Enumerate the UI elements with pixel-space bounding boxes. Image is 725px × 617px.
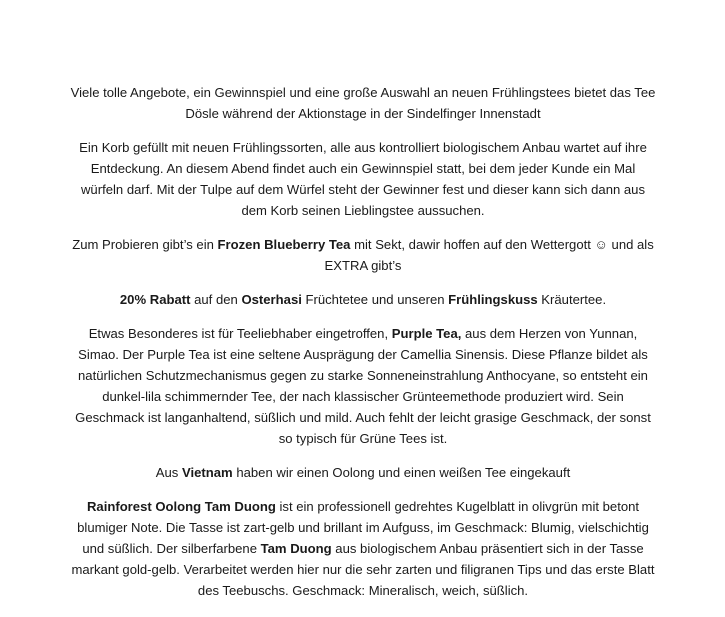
purple-tea-text-post: aus dem Herzen von Yunnan, Simao. Der Purple Tea ist eine seltene Ausprägung der Camellia Sinensis. Diese Pflanze bildet als natürlichen Schutzmechanismus gegen zu starke Sonneneinstrahlung Anthocyane, so entsteht ein dunkel-lila schimmernder Tee, der nach klassischer Grünteemethode produziert wird. Sein Geschmack ist langanhaltend, süßlich und mild. Auch fehlt der leicht grasige Geschmack, der sonst so typisch für Grüne Tees ist.: [75, 326, 651, 446]
paragraph-vietnam: [70, 462, 656, 483]
country-name-vietnam: Vietnam: [181, 465, 233, 480]
paragraph-intro: [70, 82, 656, 124]
paragraph-purple-tea: [70, 323, 656, 449]
discount-amount: 20% Rabatt: [119, 292, 191, 307]
tasting-text-pre: Zum Probieren gibt’s ein: [72, 237, 218, 252]
paragraph-tasting: [70, 234, 656, 276]
discount-text-1: auf den: [190, 292, 242, 307]
basket-text: Ein Korb gefüllt mit neuen Frühlingssorten, alle aus kontrolliert biologischem Anbau wartet auf ihre Entdeckung. An diesem Abend findet auch ein Gewinnspiel statt, bei dem jeder Kunde ein Mal würfeln darf. Mit der Tulpe auf dem Würfel steht der Gewinner fest und dieser kann sich dann aus dem Korb seinen Lieblingstee aussuchen.: [79, 140, 647, 218]
tea-name-osterhasi: Osterhasi: [241, 292, 302, 307]
paragraph-basket: [70, 137, 656, 221]
oolong-text-2: aus biologischem Anbau präsentiert sich in der Tasse markant gold-gelb. Verarbeitet werden hier nur die sehr zarten und filigranen Tips und das erste Blatt des Teebuschs. Geschmack: Mineralisch, weich, süßlich.: [71, 541, 655, 598]
oolong-text-1: ist ein professionell gedrehtes Kugelblatt in olivgrün mit betont blumiger Note. Die Tasse ist zart-gelb und brillant im Aufguss, im Geschmack: Blumig, vielschichtig und süßlich. Der silberfarbene: [77, 499, 649, 556]
tea-name-purple-tea: Purple Tea,: [391, 326, 462, 341]
discount-text-2: Früchtetee und unseren: [301, 292, 449, 307]
tea-name-frozen-blueberry: Frozen Blueberry Tea: [217, 237, 351, 252]
paragraph-discount: [70, 289, 656, 310]
tasting-text-post: mit Sekt, dawir hoffen auf den Wettergott ☺ und als EXTRA gibt’s: [324, 237, 654, 273]
paragraph-oolong: [70, 496, 656, 601]
vietnam-text-post: haben wir einen Oolong und einen weißen Tee eingekauft: [232, 465, 571, 480]
tea-name-tam-duong: Tam Duong: [260, 541, 332, 556]
intro-text: Viele tolle Angebote, ein Gewinnspiel und eine große Auswahl an neuen Frühlingstees bietet das Tee Dösle während der Aktionstage in der Sindelfinger Innenstadt: [70, 85, 656, 121]
vietnam-text-pre: Aus: [155, 465, 182, 480]
document-body: [70, 82, 656, 614]
purple-tea-text-pre: Etwas Besonderes ist für Teeliebhaber eingetroffen,: [88, 326, 392, 341]
tea-name-rainforest-oolong: Rainforest Oolong Tam Duong: [86, 499, 276, 514]
discount-text-3: Kräutertee.: [537, 292, 607, 307]
tea-name-fruehlingskuss: Frühlingskuss: [448, 292, 538, 307]
